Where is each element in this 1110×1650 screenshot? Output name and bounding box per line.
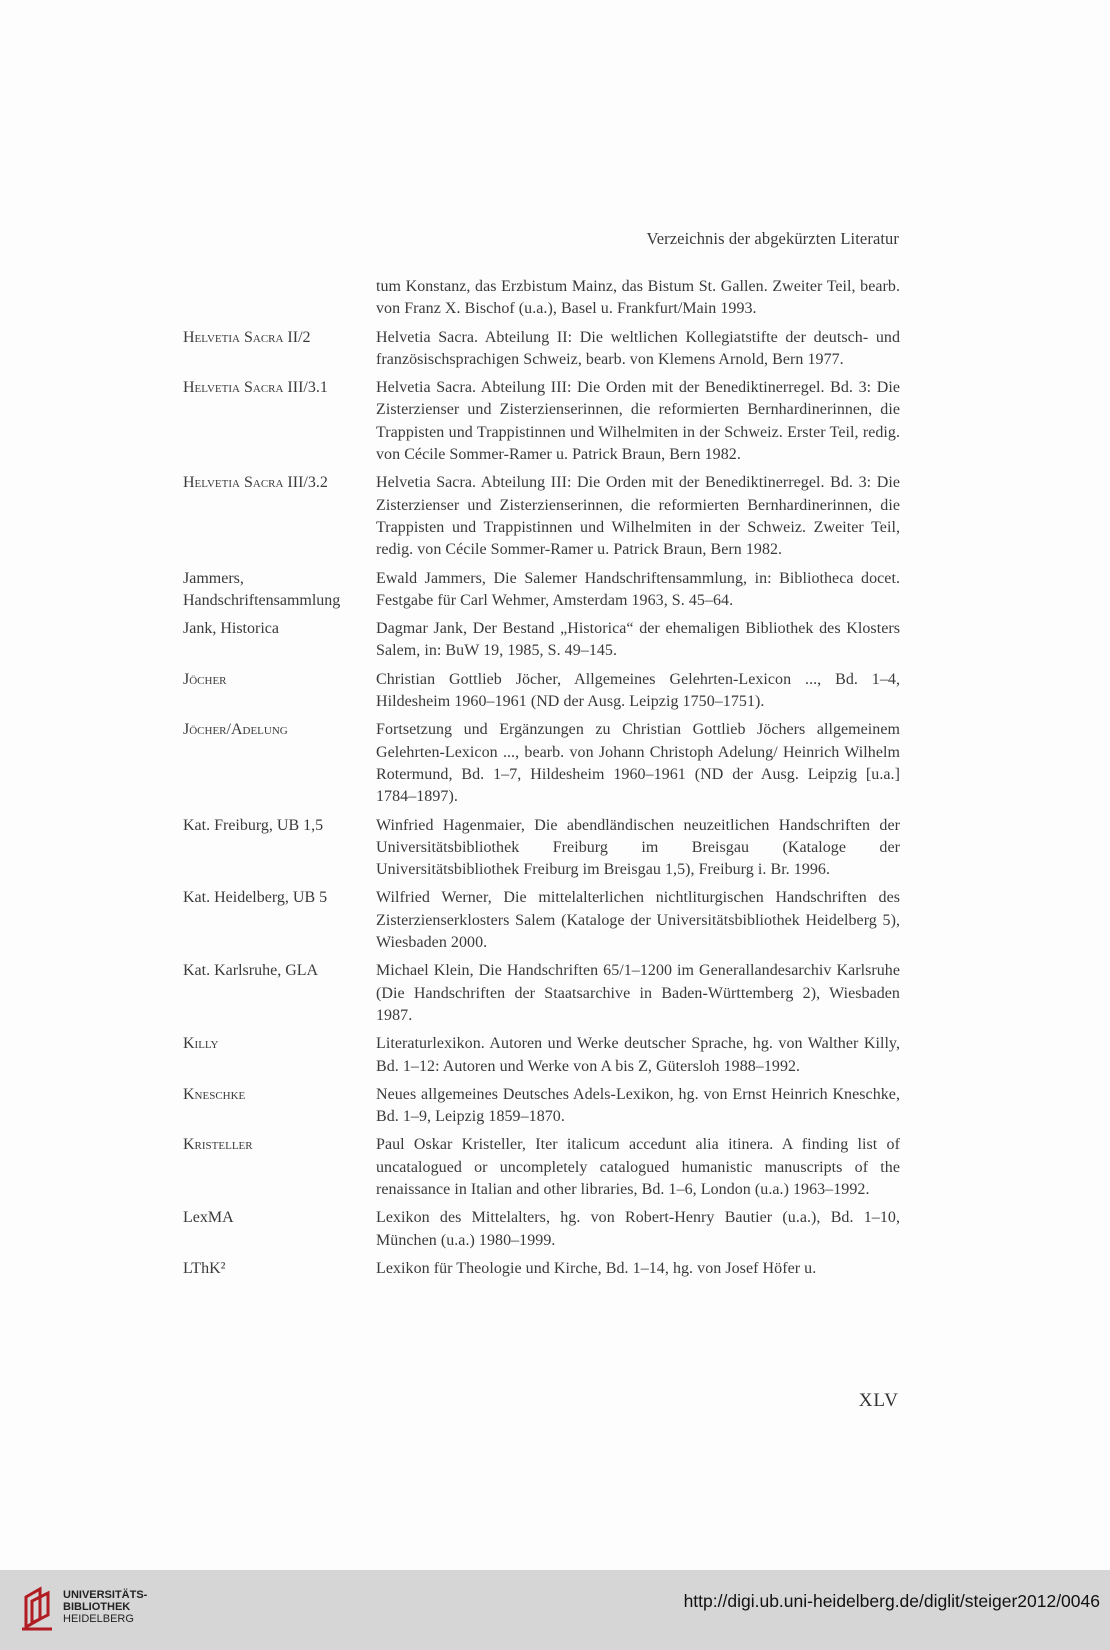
entry-text: Helvetia Sacra. Abteilung II: Die weltlichen Kollegiatstifte der deutsch- und französischsprachigen Schweiz, bearb. von Klemens Arnold, Bern 1977. xyxy=(376,328,900,368)
entry-text: Winfried Hagenmaier, Die abendländischen neuzeitlichen Handschriften der Universitätsbibliothek Freiburg im Breisgau (Kataloge der Universitätsbibliothek Freiburg im Breisgau 1,5), Freiburg i. Br. 1996. xyxy=(376,816,900,879)
list-item xyxy=(183,669,900,714)
entry-key: Kat. Karlsruhe, GLA xyxy=(183,962,319,980)
entry-key: Killy xyxy=(183,1035,219,1053)
abbreviation-list xyxy=(183,276,900,1286)
library-name-line: BIBLIOTHEK xyxy=(63,1601,131,1613)
list-item xyxy=(183,960,900,1027)
list-item xyxy=(183,1207,900,1252)
entry-key: LThK² xyxy=(183,1259,226,1277)
entry-key: Helvetia Sacra III/3.2 xyxy=(183,474,328,492)
list-item xyxy=(183,327,900,372)
list-item xyxy=(183,1084,900,1129)
library-name[interactable] xyxy=(63,1589,147,1625)
entry-text: Helvetia Sacra. Abteilung III: Die Orden mit der Benediktinerregel. Bd. 3: Die Zisterzienser und Zisterzienserinnen, die reformierten Bernhardinerinnen, die Trappisten und Trappistinnen und Wilhelmiten in der Schweiz. Zweiter Teil, redig. von Cécile Sommer-Ramer u. Patrick Braun, Bern 1982. xyxy=(376,474,900,559)
entry-key: LexMA xyxy=(183,1209,234,1227)
list-item xyxy=(183,1258,900,1280)
list-item xyxy=(183,377,900,466)
entry-key: Helvetia Sacra II/2 xyxy=(183,328,311,346)
entry-text: Dagmar Jank, Der Bestand „Historica“ der ehemaligen Bibliothek des Klosters Salem, in: BuW 19, 1985, S. 49–145. xyxy=(376,620,900,660)
entry-text: Wilfried Werner, Die mittelalterlichen nichtliturgischen Handschriften des Zisterzienserklosters Salem (Kataloge der Universitätsbibliothek Heidelberg 5), Wiesbaden 2000. xyxy=(376,889,900,952)
entry-key: Kristeller xyxy=(183,1136,253,1154)
entry-text: Neues allgemeines Deutsches Adels-Lexikon, hg. von Ernst Heinrich Kneschke, Bd. 1–9, Leipzig 1859–1870. xyxy=(376,1085,900,1126)
entry-text: Paul Oskar Kristeller, Iter italicum accedunt alia itinera. A finding list of uncatalogued or uncompletely catalogued humanistic manuscripts of the renaissance in Italian and other libraries, Bd. 1–6, London (u.a.) 1963–1992. xyxy=(376,1136,900,1198)
entry-text: Michael Klein, Die Handschriften 65/1–1200 im Generallandesarchiv Karlsruhe (Die Handschriften der Staatsarchive in Baden-Württemberg 2), Wiesbaden 1987. xyxy=(376,962,900,1024)
list-item xyxy=(183,618,900,663)
permalink-url[interactable]: http://digi.ub.uni-heidelberg.de/diglit/steiger2012/0046 xyxy=(683,1591,1100,1611)
entry-text: Fortsetzung und Ergänzungen zu Christian Gottlieb Jöchers allgemeinem Gelehrten-Lexicon ..., bearb. von Johann Christoph Adelung/ Heinrich Wilhelm Rotermund, Bd. 1–7, Hildesheim 1960–1961 (ND der Ausg. Leipzig [u.a.] 1784–1897). xyxy=(376,721,900,806)
list-item xyxy=(183,276,900,321)
list-item xyxy=(183,815,900,882)
entry-text: Lexikon für Theologie und Kirche, Bd. 1–14, hg. von Josef Höfer u. xyxy=(376,1259,817,1277)
list-item xyxy=(183,887,900,954)
entry-key: Helvetia Sacra III/3.1 xyxy=(183,379,328,397)
list-item xyxy=(183,568,900,613)
library-name-line: UNIVERSITÄTS- xyxy=(63,1589,148,1601)
entry-key: Kat. Heidelberg, UB 5 xyxy=(183,889,328,907)
list-item xyxy=(183,1033,900,1078)
entry-text: Helvetia Sacra. Abteilung III: Die Orden mit der Benediktinerregel. Bd. 3: Die Zisterzienser und Zisterzienserinnen, die reformierten Bernhardinerinnen, die Trappisten und Trappistinnen und Wilhelmiten in der Schweiz. Erster Teil, redig. von Cécile Sommer-Ramer u. Patrick Braun, Bern 1982. xyxy=(376,379,900,464)
entry-text: Christian Gottlieb Jöcher, Allgemeines Gelehrten-Lexicon ..., Bd. 1–4, Hildesheim 1960–1961 (ND der Ausg. Leipzig 1750–1751). xyxy=(376,670,900,711)
page-number: XLV xyxy=(858,1390,899,1411)
entry-key: Jöcher/Adelung xyxy=(183,721,288,739)
entry-key: Kneschke xyxy=(183,1085,246,1103)
entry-text: tum Konstanz, das Erzbistum Mainz, das Bistum St. Gallen. Zweiter Teil, bearb. von Franz X. Bischof (u.a.), Basel u. Frankfurt/Main 1993. xyxy=(376,278,900,318)
list-item xyxy=(183,1134,900,1201)
entry-key: Jammers, Handschriftensammlung xyxy=(183,569,341,609)
library-name-line: HEIDELBERG xyxy=(63,1613,134,1625)
entry-key: Kat. Freiburg, UB 1,5 xyxy=(183,816,324,834)
entry-text: Literaturlexikon. Autoren und Werke deutscher Sprache, hg. von Walther Killy, Bd. 1–12: Autoren und Werke von A bis Z, Gütersloh 1988–1992. xyxy=(376,1035,900,1075)
library-logo-icon[interactable] xyxy=(18,1583,56,1631)
entry-key: Jank, Historica xyxy=(183,620,279,638)
list-item xyxy=(183,472,900,561)
entry-key: Jöcher xyxy=(183,670,227,688)
running-head: Verzeichnis der abgekürzten Literatur xyxy=(646,229,899,248)
list-item xyxy=(183,719,900,808)
entry-text: Lexikon des Mittelalters, hg. von Robert-Henry Bautier (u.a.), Bd. 1–10, München (u.a.) 1980–1999. xyxy=(376,1209,900,1249)
entry-text: Ewald Jammers, Die Salemer Handschriftensammlung, in: Bibliotheca docet. Festgabe für Carl Wehmer, Amsterdam 1963, S. 45–64. xyxy=(376,569,900,609)
entry-key xyxy=(183,276,376,321)
